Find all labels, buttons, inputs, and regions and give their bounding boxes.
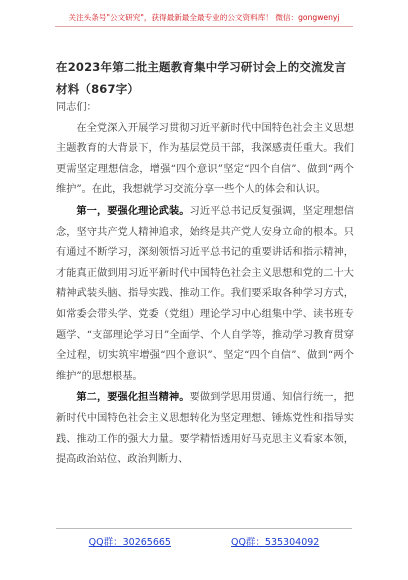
header-banner: 关注头条号"公文研究"，获得最新最全最专业的公文资料库！ 微信：gongwenyj (68, 13, 340, 22)
footer-qq-group-1[interactable]: QQ群：30265665 (88, 537, 171, 548)
footer-divider (56, 528, 352, 529)
footer (0, 534, 408, 548)
paragraph-3 (56, 387, 354, 470)
paragraph-1-text: 在全党深入开展学习贯彻习近平新时代中国特色社会主义思想主题教育的大背景下，作为基层党员干部，我深感责任重大。我们更需坚定理想信念，增强“四个意识”坚定“四个自信”、做到“两个维护”。在此，我想就学习交流分享一些个人的体会和认识。 (56, 122, 354, 196)
paragraph-2-heading: 第一，要强化理论武装。 (76, 204, 190, 217)
document-title: 在2023年第二批主题教育集中学习研讨会上的交流发言材料（867字） (56, 60, 347, 96)
paragraph-2 (56, 201, 354, 387)
paragraph-1 (56, 119, 354, 201)
header-divider (55, 26, 353, 27)
footer-qq-group-2[interactable]: QQ群：535304092 (230, 537, 320, 548)
paragraph-3-text: 要做到学思用贯通、知信行统一，把新时代中国特色社会主义思想转化为坚定理想、锤炼党性和指导实践、推动工作的强大力量。要学精悟透用好马克思主义看家本领，提高政治站位、政治判断力、 (56, 392, 354, 466)
paragraph-2-text: 习近平总书记反复强调，坚定理想信念，坚守共产党人精神追求，始终是共产党人安身立命的根本。只有通过不断学习，深刻领悟习近平总书记的重要讲话和指示精神，才能真正做到用习近平新时代中国特色社会主义思想和党的二十大精神武装头脑、指导实践、推动工作。我们要采取各种学习方式，如常委会带头学、党委（党组）理论学习中心组集中学、读书班专题学、“支部理论学习日”全面学、个人自学等，推动学习教育贯穿全过程，切实筑牢增强“四个意识”、坚定“四个自信”、做到“两个维护”的思想根基。 (56, 205, 354, 382)
paragraph-3-heading: 第二，要强化担当精神。 (76, 391, 190, 404)
greeting: 同志们： (56, 102, 97, 113)
document-body (56, 98, 354, 471)
